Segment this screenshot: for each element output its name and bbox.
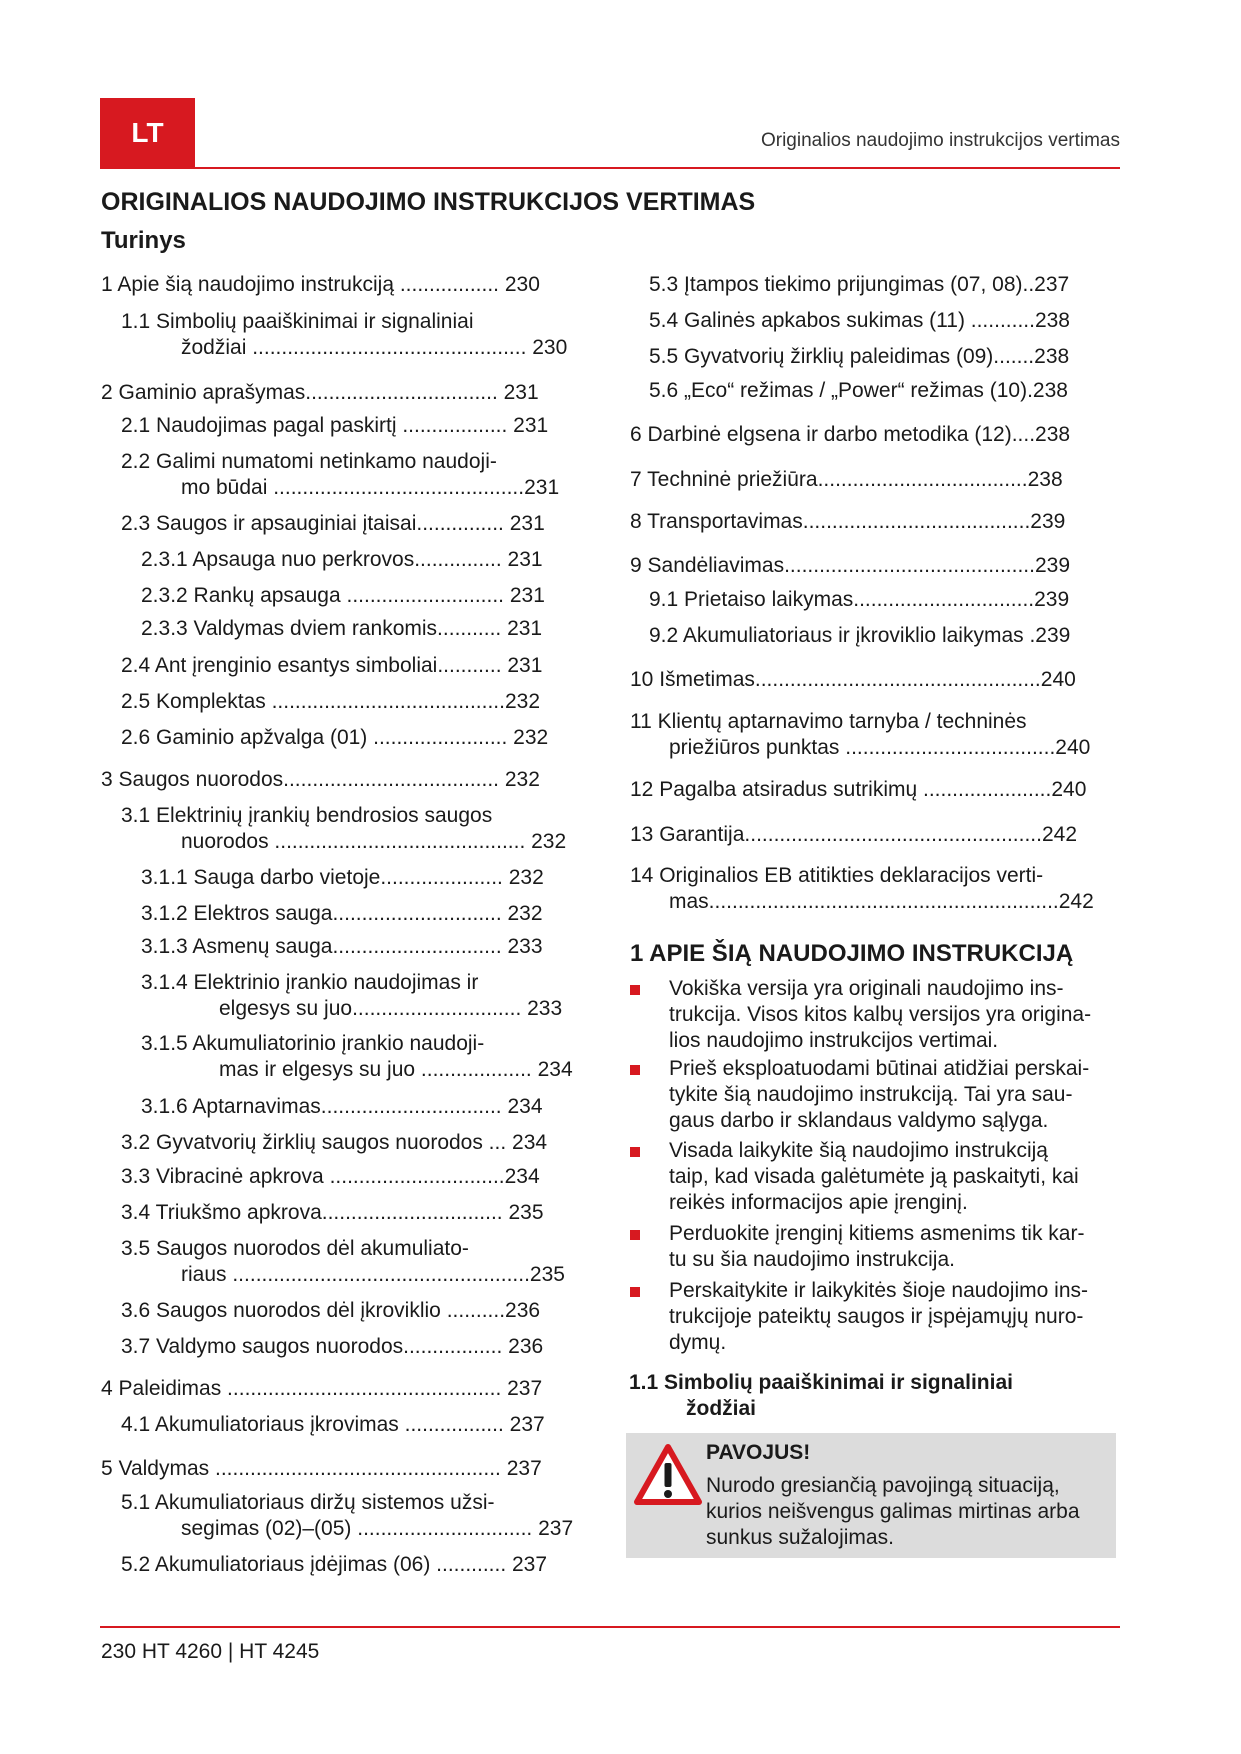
toc-entry-3-1-6[interactable]: 3.1.6 Aptarnavimas............................... 234 — [141, 1095, 543, 1118]
toc-entry-4-1[interactable]: 4.1 Akumuliatoriaus įkrovimas ................. 237 — [121, 1413, 545, 1436]
toc-entry-14[interactable]: 14 Originalios EB atitikties deklaracijos verti- mas............................................................242 — [630, 864, 1094, 913]
toc-entry-5-5[interactable]: 5.5 Gyvatvorių žirklių paleidimas (09).......238 — [649, 345, 1070, 368]
subsection-heading: 1.1 Simbolių paaiškinimai ir signaliniai žodžiai — [629, 1371, 1013, 1420]
toc-entry-3-1-3[interactable]: 3.1.3 Asmenų sauga............................. 233 — [141, 935, 543, 958]
danger-text: Nurodo gresiančią pavojingą situaciją, kurios neišvengus galimas mirtinas arba sunkus sužalojimas. — [706, 1474, 1080, 1549]
toc-entry-5-6[interactable]: 5.6 „Eco“ režimas / „Power“ režimas (10).238 — [649, 379, 1068, 402]
toc-entry-3-1-5[interactable]: 3.1.5 Akumuliatorinio įrankio naudoji- mas ir elgesys su juo ................... 234 — [141, 1032, 573, 1081]
toc-entry-3-1[interactable]: 3.1 Elektrinių įrankių bendrosios saugos nuorodos ........................................... 232 — [121, 804, 567, 853]
toc-entry-3-5[interactable]: 3.5 Saugos nuorodos dėl akumuliato- riaus ...................................................235 — [121, 1237, 565, 1286]
list-item: Vokiška versija yra originali naudojimo ins- trukcija. Visos kitos kalbų versijos yra origina- lios naudojimo instrukcijos vertimai. — [630, 976, 1120, 1056]
bullet-marker — [630, 985, 640, 995]
toc-entry-5-4[interactable]: 5.4 Galinės apkabos sukimas (11) ...........238 — [649, 309, 1070, 332]
list-item: Prieš eksploatuodami būtinai atidžiai perskai- tykite šią naudojimo instrukciją. Tai yra sau- gaus darbo ir sklandaus valdymo sąlyga. — [630, 1056, 1120, 1136]
toc-entry-3-7[interactable]: 3.7 Valdymo saugos nuorodos................. 236 — [121, 1335, 544, 1358]
toc-entry-4[interactable]: 4 Paleidimas ............................................... 237 — [101, 1377, 543, 1400]
toc-entry-9-2[interactable]: 9.2 Akumuliatoriaus ir įkroviklio laikymas .239 — [649, 624, 1071, 647]
toc-entry-3-2[interactable]: 3.2 Gyvatvorių žirklių saugos nuorodos ... 234 — [121, 1131, 548, 1154]
language-tab: LT — [100, 98, 195, 168]
toc-entry-9-1[interactable]: 9.1 Prietaiso laikymas...............................239 — [649, 588, 1070, 611]
toc-entry-3-4[interactable]: 3.4 Triukšmo apkrova............................... 235 — [121, 1201, 544, 1224]
toc-entry-5-1[interactable]: 5.1 Akumuliatoriaus diržų sistemos užsi- segimas (02)–(05) .............................. 237 — [121, 1491, 574, 1540]
toc-entry-5[interactable]: 5 Valdymas ................................................. 237 — [101, 1457, 542, 1480]
list-item: Visada laikykite šią naudojimo instrukciją taip, kad visada galėtumėte ją paskaityti, kai reikės informacijos apie įrenginį. — [630, 1138, 1120, 1218]
danger-notice — [626, 1433, 1116, 1558]
toc-entry-2[interactable]: 2 Gaminio aprašymas................................. 231 — [101, 381, 539, 404]
toc-entry-1-1[interactable]: 1.1 Simbolių paaiškinimai ir signaliniai žodžiai ............................................... 230 — [121, 310, 568, 359]
page-footer: 230 HT 4260 | HT 4245 — [101, 1640, 320, 1663]
footer-rule — [100, 1626, 1120, 1628]
document-title: ORIGINALIOS NAUDOJIMO INSTRUKCIJOS VERTIMAS — [101, 188, 756, 216]
toc-entry-2-3-3[interactable]: 2.3.3 Valdymas dviem rankomis........... 231 — [141, 617, 543, 640]
toc-entry-2-3-2[interactable]: 2.3.2 Rankų apsauga ........................... 231 — [141, 584, 545, 607]
toc-entry-3[interactable]: 3 Saugos nuorodos..................................... 232 — [101, 768, 540, 791]
toc-entry-3-3[interactable]: 3.3 Vibracinė apkrova ..............................234 — [121, 1165, 540, 1188]
toc-entry-12[interactable]: 12 Pagalba atsiradus sutrikimų ......................240 — [630, 778, 1087, 801]
list-item: Perskaitykite ir laikykitės šioje naudojimo ins- trukcijoje pateiktų saugos ir įspėjamųjų nuro- dymų. — [630, 1278, 1120, 1358]
section-heading: 1 APIE ŠIĄ NAUDOJIMO INSTRUKCIJĄ — [630, 940, 1074, 967]
toc-entry-2-6[interactable]: 2.6 Gaminio apžvalga (01) ....................... 232 — [121, 726, 549, 749]
toc-entry-2-1[interactable]: 2.1 Naudojimas pagal paskirtį .................. 231 — [121, 414, 549, 437]
danger-title: PAVOJUS! — [706, 1441, 811, 1464]
toc-entry-3-1-1[interactable]: 3.1.1 Sauga darbo vietoje..................... 232 — [141, 866, 544, 889]
toc-entry-13[interactable]: 13 Garantija...................................................242 — [630, 823, 1077, 846]
header-rule — [100, 167, 1120, 169]
bullet-marker — [630, 1065, 640, 1075]
toc-entry-2-3[interactable]: 2.3 Saugos ir apsauginiai įtaisai............... 231 — [121, 512, 545, 535]
bullet-marker — [630, 1287, 640, 1297]
toc-entry-3-6[interactable]: 3.6 Saugos nuorodos dėl įkroviklio ..........236 — [121, 1299, 541, 1322]
warning-triangle-icon — [633, 1443, 703, 1507]
toc-entry-9[interactable]: 9 Sandėliavimas...........................................239 — [630, 554, 1071, 577]
toc-entry-2-3-1[interactable]: 2.3.1 Apsauga nuo perkrovos............... 231 — [141, 548, 543, 571]
toc-entry-3-1-4[interactable]: 3.1.4 Elektrinio įrankio naudojimas ir elgesys su juo............................. 233 — [141, 971, 563, 1020]
toc-entry-2-2[interactable]: 2.2 Galimi numatomi netinkamo naudoji- mo būdai ...........................................231 — [121, 450, 560, 499]
toc-entry-8[interactable]: 8 Transportavimas.......................................239 — [630, 510, 1066, 533]
toc-entry-2-5[interactable]: 2.5 Komplektas ........................................232 — [121, 690, 540, 713]
toc-entry-10[interactable]: 10 Išmetimas.................................................240 — [630, 668, 1076, 691]
toc-entry-6[interactable]: 6 Darbinė elgsena ir darbo metodika (12)....238 — [630, 423, 1071, 446]
list-item: Perduokite įrenginį kitiems asmenims tik kar- tu su šia naudojimo instrukcija. — [630, 1221, 1120, 1275]
toc-entry-7[interactable]: 7 Techninė priežiūra....................................238 — [630, 468, 1063, 491]
bullet-marker — [630, 1230, 640, 1240]
bullet-marker — [630, 1147, 640, 1157]
toc-entry-2-4[interactable]: 2.4 Ant įrenginio esantys simboliai........... 231 — [121, 654, 543, 677]
toc-heading: Turinys — [101, 227, 186, 254]
header-title: Originalios naudojimo instrukcijos vertimas — [760, 130, 1120, 151]
toc-entry-11[interactable]: 11 Klientų aptarnavimo tarnyba / techninės priežiūros punktas ....................................240 — [630, 710, 1091, 759]
toc-entry-5-2[interactable]: 5.2 Akumuliatoriaus įdėjimas (06) ............ 237 — [121, 1553, 548, 1576]
toc-entry-1[interactable]: 1 Apie šią naudojimo instrukciją ................. 230 — [101, 273, 540, 296]
toc-entry-5-3[interactable]: 5.3 Įtampos tiekimo prijungimas (07, 08)..237 — [649, 273, 1070, 296]
toc-entry-3-1-2[interactable]: 3.1.2 Elektros sauga............................. 232 — [141, 902, 543, 925]
